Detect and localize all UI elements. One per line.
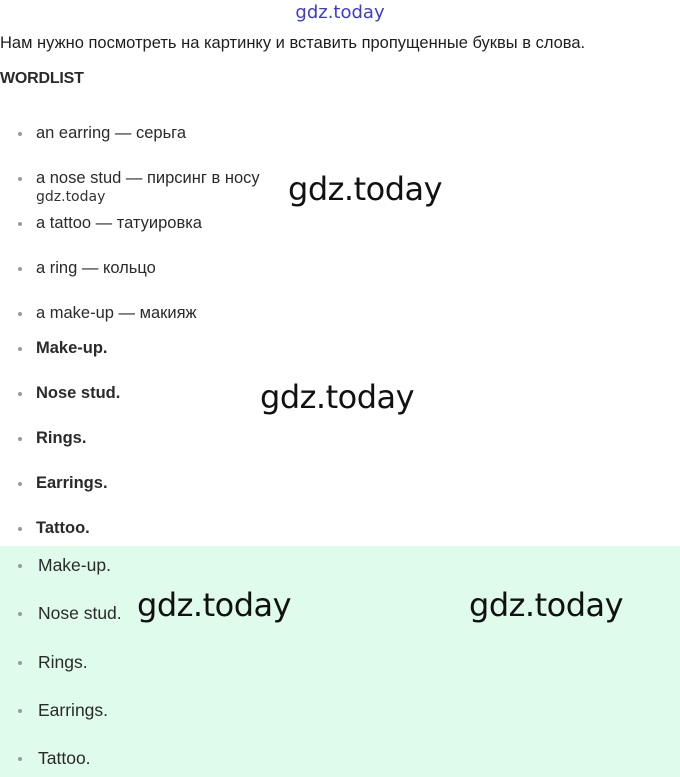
wordlist-item bbox=[36, 124, 186, 143]
bullet-icon bbox=[18, 132, 22, 136]
answer-item bbox=[36, 474, 108, 493]
bullet-icon bbox=[18, 564, 22, 568]
watermark: gdz.today bbox=[137, 586, 292, 624]
answer-text: Earrings. bbox=[36, 474, 108, 492]
wordlist-item bbox=[36, 304, 197, 323]
answer-item bbox=[36, 519, 90, 538]
answer-item bbox=[36, 429, 86, 448]
bullet-icon bbox=[18, 612, 22, 616]
wordlist-item-text: a make-up — макияж bbox=[36, 304, 197, 322]
bullet-icon bbox=[18, 437, 22, 441]
wordlist-item bbox=[36, 169, 260, 188]
bullet-icon bbox=[18, 312, 22, 316]
green-answer-text: Tattoo. bbox=[38, 748, 91, 768]
bullet-icon bbox=[18, 709, 22, 713]
green-answer-text: Rings. bbox=[38, 652, 88, 672]
intro-text: Нам нужно посмотреть на картинку и вставить пропущенные буквы в слова. bbox=[0, 34, 586, 52]
wordlist-item bbox=[36, 214, 202, 233]
green-answer-item bbox=[38, 700, 108, 721]
green-answer-item bbox=[38, 748, 91, 769]
watermark: gdz.today bbox=[469, 586, 624, 624]
green-answer-item bbox=[38, 652, 88, 673]
wordlist-item bbox=[36, 259, 156, 278]
watermark-small: gdz.today bbox=[36, 189, 106, 205]
bullet-icon bbox=[18, 392, 22, 396]
bullet-icon bbox=[18, 347, 22, 351]
wordlist-item-text: a nose stud — пирсинг в носу bbox=[36, 169, 260, 187]
wordlist-heading: WORDLIST bbox=[0, 70, 84, 87]
wordlist-item-text: a ring — кольцо bbox=[36, 259, 156, 277]
bullet-icon bbox=[18, 527, 22, 531]
bullet-icon bbox=[18, 482, 22, 486]
green-answer-text: Make-up. bbox=[38, 555, 111, 575]
answer-item bbox=[36, 384, 120, 403]
answer-block bbox=[0, 546, 680, 777]
watermark: gdz.today bbox=[260, 378, 415, 416]
watermark: gdz.today bbox=[288, 170, 443, 208]
top-watermark: gdz.today bbox=[295, 2, 385, 23]
bullet-icon bbox=[18, 661, 22, 665]
bullet-icon bbox=[18, 757, 22, 761]
answer-item bbox=[36, 339, 108, 358]
answer-text: Make-up. bbox=[36, 339, 108, 357]
bullet-icon bbox=[18, 222, 22, 226]
bullet-icon bbox=[18, 177, 22, 181]
wordlist-item-text: an earring — серьга bbox=[36, 124, 186, 142]
answer-text: Nose stud. bbox=[36, 384, 121, 402]
answer-text: Rings. bbox=[36, 429, 87, 447]
green-answer-item bbox=[38, 603, 122, 624]
green-answer-text: Earrings. bbox=[38, 700, 109, 720]
wordlist-item-text: a tattoo — татуировка bbox=[36, 214, 202, 232]
green-answer-text: Nose stud. bbox=[38, 603, 122, 623]
bullet-icon bbox=[18, 267, 22, 271]
answer-text: Tattoo. bbox=[36, 519, 90, 537]
green-answer-item bbox=[38, 555, 111, 576]
